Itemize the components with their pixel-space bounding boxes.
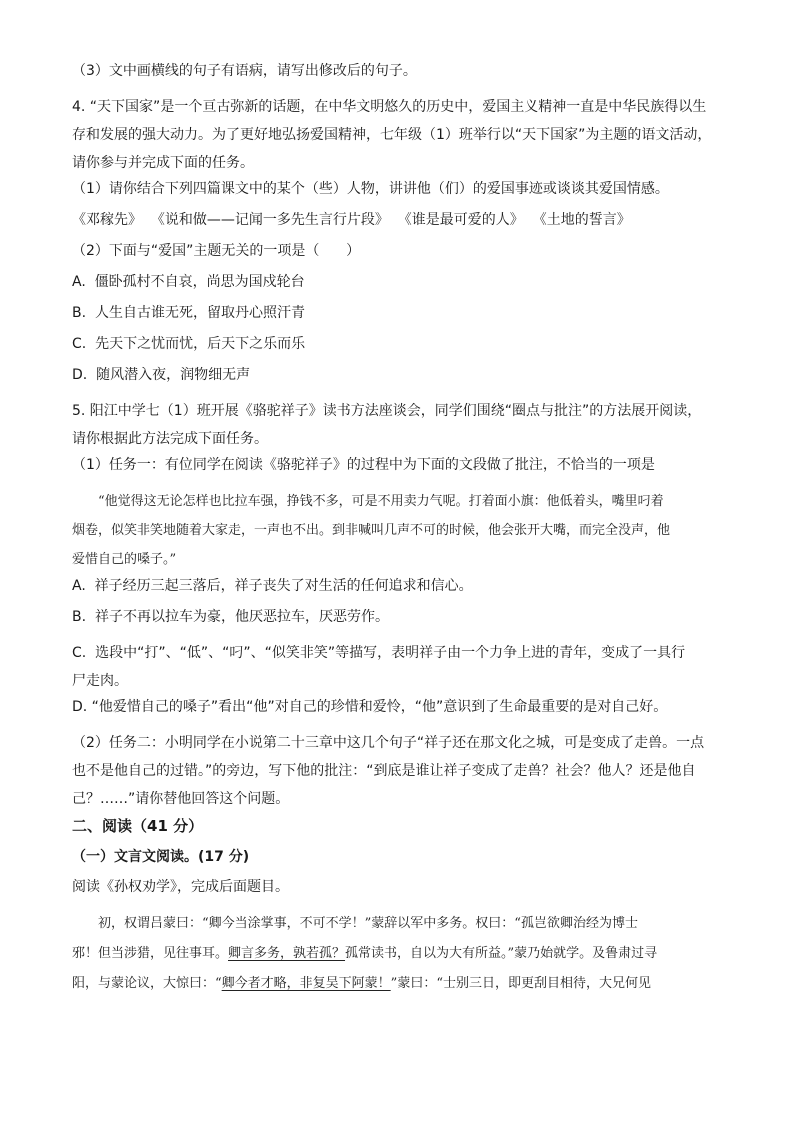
q5-task-2 xyxy=(72,729,724,813)
classical-line: 初，权谓吕蒙曰：“卿今当涂掌事，不可不学！”蒙辞以军中多务。权曰：“孤岂欲卿治经为博士 xyxy=(98,916,638,931)
underlined-sentence: 卿言多务，孰若孤？ xyxy=(228,946,346,961)
classical-line xyxy=(72,939,724,969)
excerpt-line: “他觉得这无论怎样也比拉车强，挣钱不多，可是不用卖力气呢。打着面小旗：他低着头，嘴里叼着 xyxy=(98,494,664,509)
q4-intro-line: 4. “天下国家”是一个亘古弥新的话题，在中华文明悠久的历史中，爱国主义精神一直是中华民族得以生 xyxy=(72,99,707,115)
q5-intro-line: 5. 阳江中学七（1）班开展《骆驼祥子》读书方法座谈会，同学们围绕“圈点与批注”的方法展开阅读， xyxy=(72,403,702,419)
task-2-line: 己？……”请你替他回答这个问题。 xyxy=(72,791,290,807)
text-segment: ”蒙曰：“士别三日，即更刮目相待，大兄何见 xyxy=(390,976,651,991)
classical-line xyxy=(72,969,724,999)
option-c-line: C. 选段中“打”、“低”、“叼”、“似笑非笑”等描写，表明祥子由一个力争上进的青年，变成了一具行 xyxy=(72,645,686,661)
q4-option-a: A. 僵卧孤村不自哀，尚思为国戍轮台 xyxy=(72,274,305,290)
q5-option-d: D. “他爱惜自己的嗓子”看出“他”对自己的珍惜和爱怜，“他”意识到了生命最重要的是对自己好。 xyxy=(72,699,668,715)
underlined-sentence: 卿今者才略，非复吴下阿蒙！ xyxy=(221,976,391,991)
q5-option-c xyxy=(72,639,724,695)
q5-task-1: （1）任务一：有位同学在阅读《骆驼祥子》的过程中为下面的文段做了批注，不恰当的一项是 xyxy=(72,457,655,473)
q4-subquestion-1: （1）请你结合下列四篇课文中的某个（些）人物，讲讲他（们）的爱国事迹或谈谈其爱国情感。 xyxy=(72,181,669,197)
q4-intro-line: 请你参与并完成下面的任务。 xyxy=(72,155,254,171)
part-heading: （一）文言文阅读。(17 分) xyxy=(72,849,250,865)
excerpt-line: 烟卷，似笑非笑地随着大家走，一声也不出。到非喊叫几声不可的时候，他会张开大嘴，而完全没声，他 xyxy=(72,523,671,538)
reading-instruction: 阅读《孙权劝学》，完成后面题目。 xyxy=(72,879,289,895)
q3-subquestion: （3）文中画横线的句子有语病，请写出修改后的句子。 xyxy=(72,63,417,79)
text-segment: 孤常读书，自以为大有所益。”蒙乃始就学。及鲁肃过寻 xyxy=(345,946,658,961)
task-2-line: （2）任务二：小明同学在小说第二十三章中这几个句子“祥子还在那文化之城，可是变成了走兽。一点 xyxy=(72,735,705,751)
text-segment: 阳，与蒙论议，大惊曰：“ xyxy=(72,976,222,991)
q4-subquestion-2: （2）下面与“爱国”主题无关的一项是（ ） xyxy=(72,243,361,259)
q5-excerpt xyxy=(72,487,724,574)
q5-intro xyxy=(72,397,724,453)
classical-text xyxy=(72,909,724,999)
q5-intro-line: 请你根据此方法完成下面任务。 xyxy=(72,431,268,447)
q5-option-b: B. 祥子不再以拉车为豪，他厌恶拉车，厌恶劳作。 xyxy=(72,609,389,625)
section-heading: 二、阅读（41 分） xyxy=(72,817,204,835)
option-c-line: 尸走肉。 xyxy=(72,673,128,689)
q4-text-list: 《邓稼先》 《说和做——记闻一多先生言行片段》 《谁是最可爱的人》 《土地的誓言》 xyxy=(72,212,631,228)
q5-option-a: A. 祥子经历三起三落后，祥子丧失了对生活的任何追求和信心。 xyxy=(72,578,473,594)
task-2-line: 也不是他自己的过错。”的旁边，写下他的批注：“到底是谁让祥子变成了走兽？社会？他人？还是他自 xyxy=(72,763,696,779)
q4-option-c: C. 先天下之忧而忧，后天下之乐而乐 xyxy=(72,336,306,352)
q4-intro xyxy=(72,93,724,177)
q4-intro-line: 存和发展的强大动力。为了更好地弘扬爱国精神，七年级（1）班举行以“天下国家”为主题的语文活动， xyxy=(72,127,712,143)
q4-option-d: D. 随风潜入夜，润物细无声 xyxy=(72,367,251,383)
q4-option-b: B. 人生自古谁无死，留取丹心照汗青 xyxy=(72,305,305,321)
excerpt-line: 爱惜自己的嗓子。” xyxy=(72,552,177,567)
text-segment: 邪！但当涉猎，见往事耳。 xyxy=(72,946,229,961)
